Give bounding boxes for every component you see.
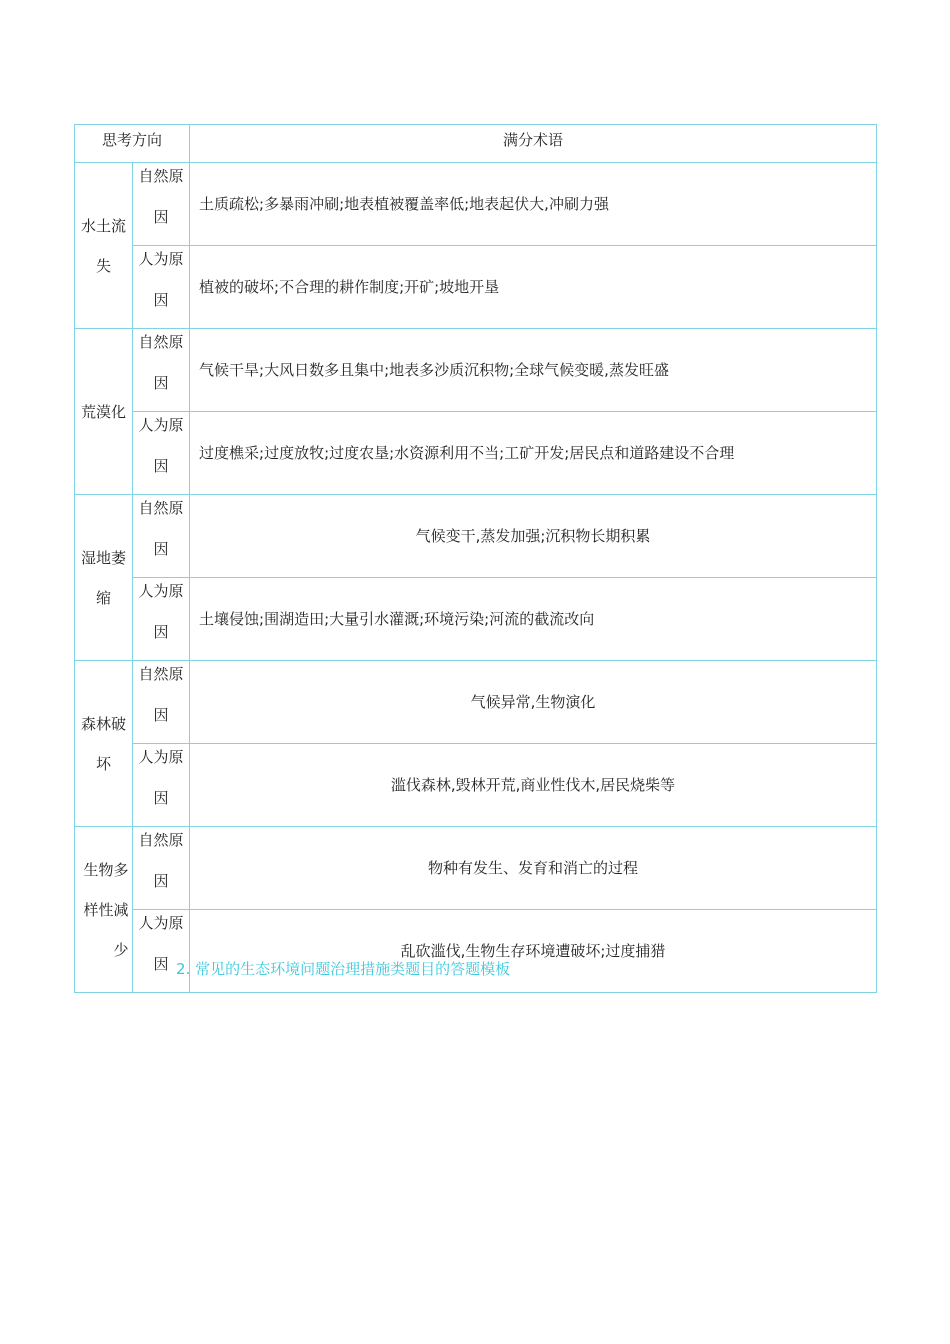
table-row [75,661,877,744]
section-caption: 2. 常见的生态环境问题治理措施类题目的答题模板 [176,960,511,978]
cause-cell: 自然原因 [133,827,190,910]
cause-cell: 人为原因 [133,578,190,661]
table-row [75,910,877,993]
cause-cell: 人为原因 [133,246,190,329]
table-row [75,329,877,412]
table-row [75,495,877,578]
cause-cell: 人为原因 [133,412,190,495]
term-cell: 气候异常,生物演化 [190,661,877,744]
cause-cell: 人为原因 [133,744,190,827]
term-cell: 滥伐森林,毁林开荒,商业性伐木,居民烧柴等 [190,744,877,827]
term-cell: 土质疏松;多暴雨冲刷;地表植被覆盖率低;地表起伏大,冲刷力强 [190,163,877,246]
table-row [75,412,877,495]
cause-cell: 自然原因 [133,163,190,246]
topic-forest-destruction: 森林破坏 [75,661,133,827]
term-cell: 气候干旱;大风日数多且集中;地表多沙质沉积物;全球气候变暖,蒸发旺盛 [190,329,877,412]
term-cell: 过度樵采;过度放牧;过度农垦;水资源利用不当;工矿开发;居民点和道路建设不合理 [190,412,877,495]
header-thinking-direction: 思考方向 [75,125,190,163]
cause-cell: 自然原因 [133,495,190,578]
topic-biodiversity-loss: 生物多样性减少 [75,827,133,993]
table-row [75,744,877,827]
table-row [75,827,877,910]
topic-wetland-shrinkage: 湿地萎缩 [75,495,133,661]
term-cell: 气候变干,蒸发加强;沉积物长期积累 [190,495,877,578]
table-row [75,578,877,661]
term-cell: 物种有发生、发育和消亡的过程 [190,827,877,910]
table-header-row [75,125,877,163]
table-row [75,163,877,246]
table-row [75,246,877,329]
term-cell: 土壤侵蚀;围湖造田;大量引水灌溉;环境污染;河流的截流改向 [190,578,877,661]
topic-desertification: 荒漠化 [75,329,133,495]
term-cell: 乱砍滥伐,生物生存环境遭破坏;过度捕猎 [190,910,877,993]
cause-cell: 自然原因 [133,329,190,412]
header-full-mark-terms: 满分术语 [190,125,877,163]
cause-cell: 人为原因 [133,910,190,993]
topic-soil-erosion: 水土流失 [75,163,133,329]
term-cell: 植被的破坏;不合理的耕作制度;开矿;坡地开垦 [190,246,877,329]
answer-terms-table [74,124,877,993]
cause-cell: 自然原因 [133,661,190,744]
